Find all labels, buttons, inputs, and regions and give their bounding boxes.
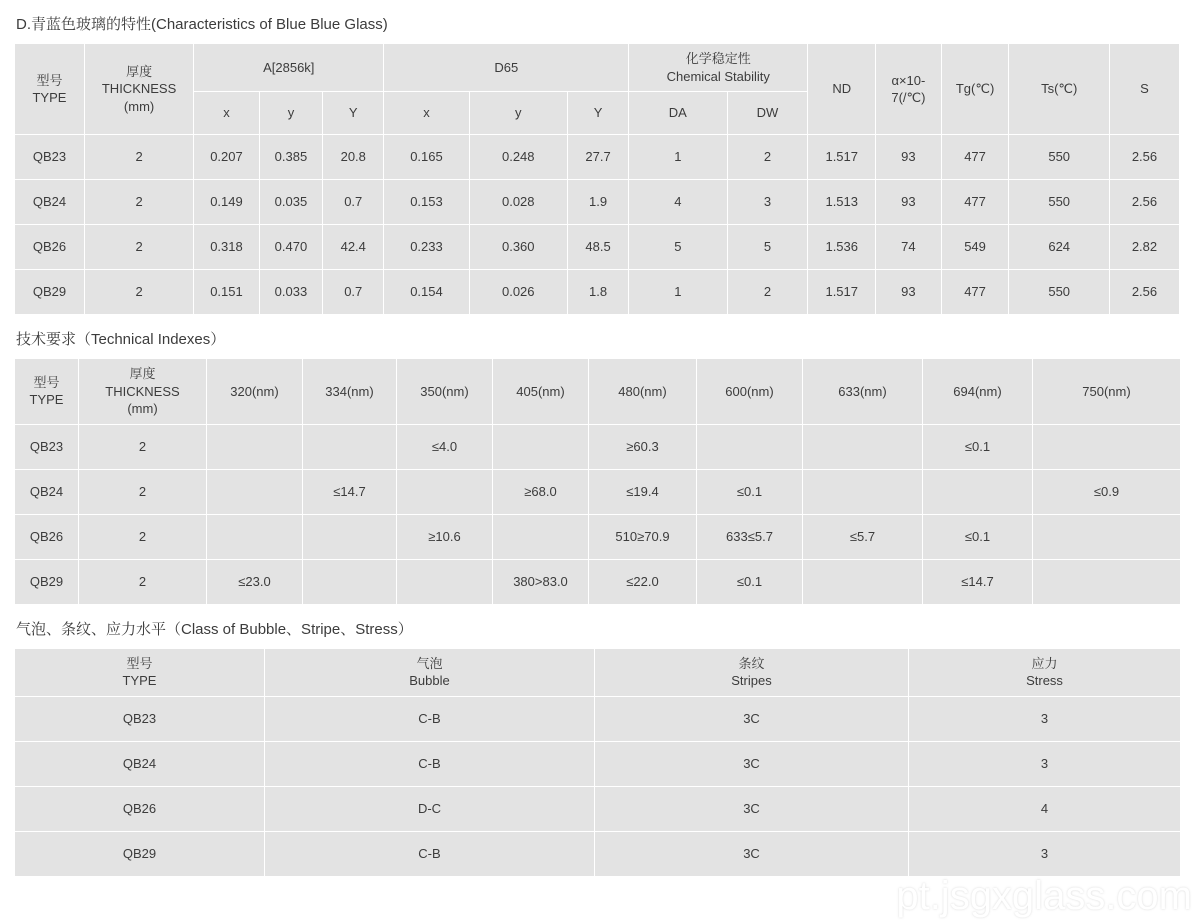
cell: 1 <box>629 270 727 315</box>
cell: 0.154 <box>384 270 469 315</box>
cell: 20.8 <box>323 135 384 180</box>
cell <box>493 514 589 559</box>
cell: 550 <box>1009 270 1110 315</box>
cell: 2 <box>79 424 207 469</box>
col-a2856k: A[2856k] <box>194 44 384 92</box>
cell: 3C <box>595 696 909 741</box>
cell: ≤0.1 <box>697 469 803 514</box>
col-thickness-unit: (mm) <box>127 401 158 417</box>
cell: 3C <box>595 831 909 876</box>
characteristics-table <box>14 43 1180 315</box>
cell: 0.7 <box>323 270 384 315</box>
cell: 0.360 <box>469 225 567 270</box>
cell: 2 <box>84 180 193 225</box>
cell: ≤0.1 <box>923 424 1033 469</box>
cell: QB26 <box>15 514 79 559</box>
table-row <box>15 180 1180 225</box>
cell: 0.035 <box>259 180 322 225</box>
cell: C-B <box>265 696 595 741</box>
col-750nm: 750(nm) <box>1033 359 1181 425</box>
cell: 2 <box>79 559 207 604</box>
cell: 2 <box>84 270 193 315</box>
site-watermark: pt.jsgxglass.com <box>896 874 1192 918</box>
cell <box>207 514 303 559</box>
cell: 624 <box>1009 225 1110 270</box>
cell: 550 <box>1009 180 1110 225</box>
cell: 2.56 <box>1109 270 1179 315</box>
col-type-cn: 型号 <box>33 374 60 390</box>
table-header <box>15 44 1180 135</box>
col-thickness-cn: 厚度 <box>129 366 156 382</box>
cell: C-B <box>265 741 595 786</box>
cell: 1.8 <box>567 270 628 315</box>
cell <box>493 424 589 469</box>
col-type-en: TYPE <box>122 673 157 689</box>
col-nd: ND <box>808 44 876 135</box>
cell: ≥68.0 <box>493 469 589 514</box>
cell <box>803 469 923 514</box>
col-334nm: 334(nm) <box>303 359 397 425</box>
col-bubble <box>265 648 595 696</box>
cell: 0.165 <box>384 135 469 180</box>
table-body <box>15 135 1180 315</box>
cell: ≤5.7 <box>803 514 923 559</box>
table-row <box>15 469 1181 514</box>
cell: 477 <box>941 180 1009 225</box>
cell: 0.151 <box>194 270 260 315</box>
col-ts: Ts(℃) <box>1009 44 1110 135</box>
col-thickness-en: THICKNESS <box>105 383 180 399</box>
cell: QB26 <box>15 225 85 270</box>
col-thickness-unit: (mm) <box>123 98 155 114</box>
col-a-x: x <box>194 92 260 135</box>
cell: D-C <box>265 786 595 831</box>
cell: QB24 <box>15 180 85 225</box>
cell: ≥60.3 <box>589 424 697 469</box>
cell: 1.536 <box>808 225 876 270</box>
cell: QB26 <box>15 786 265 831</box>
col-thickness-en: THICKNESS <box>101 81 177 97</box>
cell: 0.248 <box>469 135 567 180</box>
cell: QB29 <box>15 270 85 315</box>
cell: 550 <box>1009 135 1110 180</box>
col-thickness-cn: 厚度 <box>126 63 153 79</box>
cell: 93 <box>876 270 942 315</box>
cell <box>1033 559 1181 604</box>
col-d65-Y: Y <box>567 92 628 135</box>
table-header-row <box>15 359 1181 425</box>
cell: ≤0.1 <box>697 559 803 604</box>
col-d65: D65 <box>384 44 629 92</box>
table-row <box>15 270 1180 315</box>
table-row <box>15 514 1181 559</box>
cell <box>397 559 493 604</box>
cell: 3 <box>909 831 1181 876</box>
technical-indexes-table <box>14 358 1181 605</box>
col-dw: DW <box>727 92 808 135</box>
cell: QB24 <box>15 741 265 786</box>
col-s: S <box>1109 44 1179 135</box>
cell: 27.7 <box>567 135 628 180</box>
cell: ≤14.7 <box>303 469 397 514</box>
table-row <box>15 135 1180 180</box>
col-stripes-cn: 条纹 <box>738 655 765 671</box>
cell <box>303 424 397 469</box>
cell: 2 <box>84 135 193 180</box>
col-type <box>15 44 85 135</box>
section-title-technical-indexes: 技术要求（Technical Indexes） <box>16 331 226 349</box>
cell: ≤14.7 <box>923 559 1033 604</box>
cell: ≥10.6 <box>397 514 493 559</box>
cell <box>1033 514 1181 559</box>
table-row <box>15 741 1181 786</box>
cell: QB24 <box>15 469 79 514</box>
cell <box>207 424 303 469</box>
cell: 510≥70.9 <box>589 514 697 559</box>
cell: 1.517 <box>808 135 876 180</box>
col-tg: Tg(℃) <box>941 44 1009 135</box>
cell: 2.56 <box>1109 135 1179 180</box>
cell: 0.385 <box>259 135 322 180</box>
section-title-bubble-stripe-stress: 气泡、条纹、应力水平（Class of Bubble、Stripe、Stress） <box>16 620 413 638</box>
cell: 74 <box>876 225 942 270</box>
cell <box>803 424 923 469</box>
cell <box>1033 424 1181 469</box>
cell: 2 <box>84 225 193 270</box>
col-633nm: 633(nm) <box>803 359 923 425</box>
cell: 3C <box>595 741 909 786</box>
col-350nm: 350(nm) <box>397 359 493 425</box>
cell: 2.82 <box>1109 225 1179 270</box>
table-header <box>15 648 1181 696</box>
cell: 4 <box>629 180 727 225</box>
col-stripes <box>595 648 909 696</box>
cell: 1 <box>629 135 727 180</box>
bubble-stripe-stress-table <box>14 648 1181 877</box>
cell: 0.149 <box>194 180 260 225</box>
cell: 0.033 <box>259 270 322 315</box>
cell: ≤23.0 <box>207 559 303 604</box>
cell: QB29 <box>15 559 79 604</box>
cell <box>303 514 397 559</box>
cell <box>923 469 1033 514</box>
cell: ≤19.4 <box>589 469 697 514</box>
cell: 0.7 <box>323 180 384 225</box>
cell: 42.4 <box>323 225 384 270</box>
col-d65-x: x <box>384 92 469 135</box>
cell: 2 <box>79 514 207 559</box>
col-bubble-en: Bubble <box>409 673 450 689</box>
cell: 2.56 <box>1109 180 1179 225</box>
col-stress-cn: 应力 <box>1031 655 1058 671</box>
cell: 0.026 <box>469 270 567 315</box>
cell <box>803 559 923 604</box>
col-alpha: α×10- 7(/℃) <box>876 44 942 135</box>
cell: QB23 <box>15 424 79 469</box>
cell: 0.153 <box>384 180 469 225</box>
table-row <box>15 696 1181 741</box>
cell: 3 <box>909 696 1181 741</box>
col-320nm: 320(nm) <box>207 359 303 425</box>
cell: ≤22.0 <box>589 559 697 604</box>
cell: 0.318 <box>194 225 260 270</box>
cell: 2 <box>727 270 808 315</box>
cell: 3C <box>595 786 909 831</box>
cell: ≤0.1 <box>923 514 1033 559</box>
cell: 2 <box>79 469 207 514</box>
col-405nm: 405(nm) <box>493 359 589 425</box>
cell <box>397 469 493 514</box>
cell: 477 <box>941 270 1009 315</box>
col-type <box>15 359 79 425</box>
table-row <box>15 786 1181 831</box>
cell: 0.233 <box>384 225 469 270</box>
col-a-Y: Y <box>323 92 384 135</box>
cell: 0.028 <box>469 180 567 225</box>
table-body <box>15 424 1181 604</box>
cell: 5 <box>629 225 727 270</box>
cell: 1.513 <box>808 180 876 225</box>
cell: 549 <box>941 225 1009 270</box>
col-type-cn: 型号 <box>36 72 63 88</box>
col-694nm: 694(nm) <box>923 359 1033 425</box>
cell: 1.517 <box>808 270 876 315</box>
cell <box>697 424 803 469</box>
col-stripes-en: Stripes <box>731 673 772 689</box>
cell: 0.470 <box>259 225 322 270</box>
col-600nm: 600(nm) <box>697 359 803 425</box>
cell: 3 <box>909 741 1181 786</box>
col-type-en: TYPE <box>29 392 64 408</box>
table-row <box>15 225 1180 270</box>
cell <box>303 559 397 604</box>
cell: ≤0.9 <box>1033 469 1181 514</box>
cell: 48.5 <box>567 225 628 270</box>
cell: 633≤5.7 <box>697 514 803 559</box>
cell: 2 <box>727 135 808 180</box>
cell: QB23 <box>15 135 85 180</box>
table-row <box>15 831 1181 876</box>
col-stress <box>909 648 1181 696</box>
col-da: DA <box>629 92 727 135</box>
cell: 477 <box>941 135 1009 180</box>
col-d65-y: y <box>469 92 567 135</box>
cell: 93 <box>876 135 942 180</box>
table-header-row <box>15 648 1181 696</box>
col-chemical-stability <box>629 44 808 92</box>
col-chemical-stability-cn: 化学稳定性 <box>685 51 751 66</box>
cell: 3 <box>727 180 808 225</box>
cell: 0.207 <box>194 135 260 180</box>
col-a-y: y <box>259 92 322 135</box>
cell <box>207 469 303 514</box>
cell: C-B <box>265 831 595 876</box>
col-thickness <box>84 44 193 135</box>
cell: 1.9 <box>567 180 628 225</box>
col-thickness <box>79 359 207 425</box>
col-480nm: 480(nm) <box>589 359 697 425</box>
cell: QB23 <box>15 696 265 741</box>
col-bubble-cn: 气泡 <box>416 655 443 671</box>
table-header-row-1 <box>15 44 1180 92</box>
cell: 4 <box>909 786 1181 831</box>
table-row <box>15 424 1181 469</box>
section-title-characteristics: D.青蓝色玻璃的特性(Characteristics of Blue Blue Glass) <box>16 16 388 33</box>
table-header <box>15 359 1181 425</box>
table-body <box>15 696 1181 876</box>
cell: 93 <box>876 180 942 225</box>
col-type-cn: 型号 <box>126 655 153 671</box>
cell: QB29 <box>15 831 265 876</box>
col-type-en: TYPE <box>32 90 67 106</box>
table-row <box>15 559 1181 604</box>
cell: 5 <box>727 225 808 270</box>
col-stress-en: Stress <box>1026 673 1063 689</box>
cell: 380>83.0 <box>493 559 589 604</box>
col-chemical-stability-en: Chemical Stability <box>666 68 770 84</box>
col-type <box>15 648 265 696</box>
cell: ≤4.0 <box>397 424 493 469</box>
